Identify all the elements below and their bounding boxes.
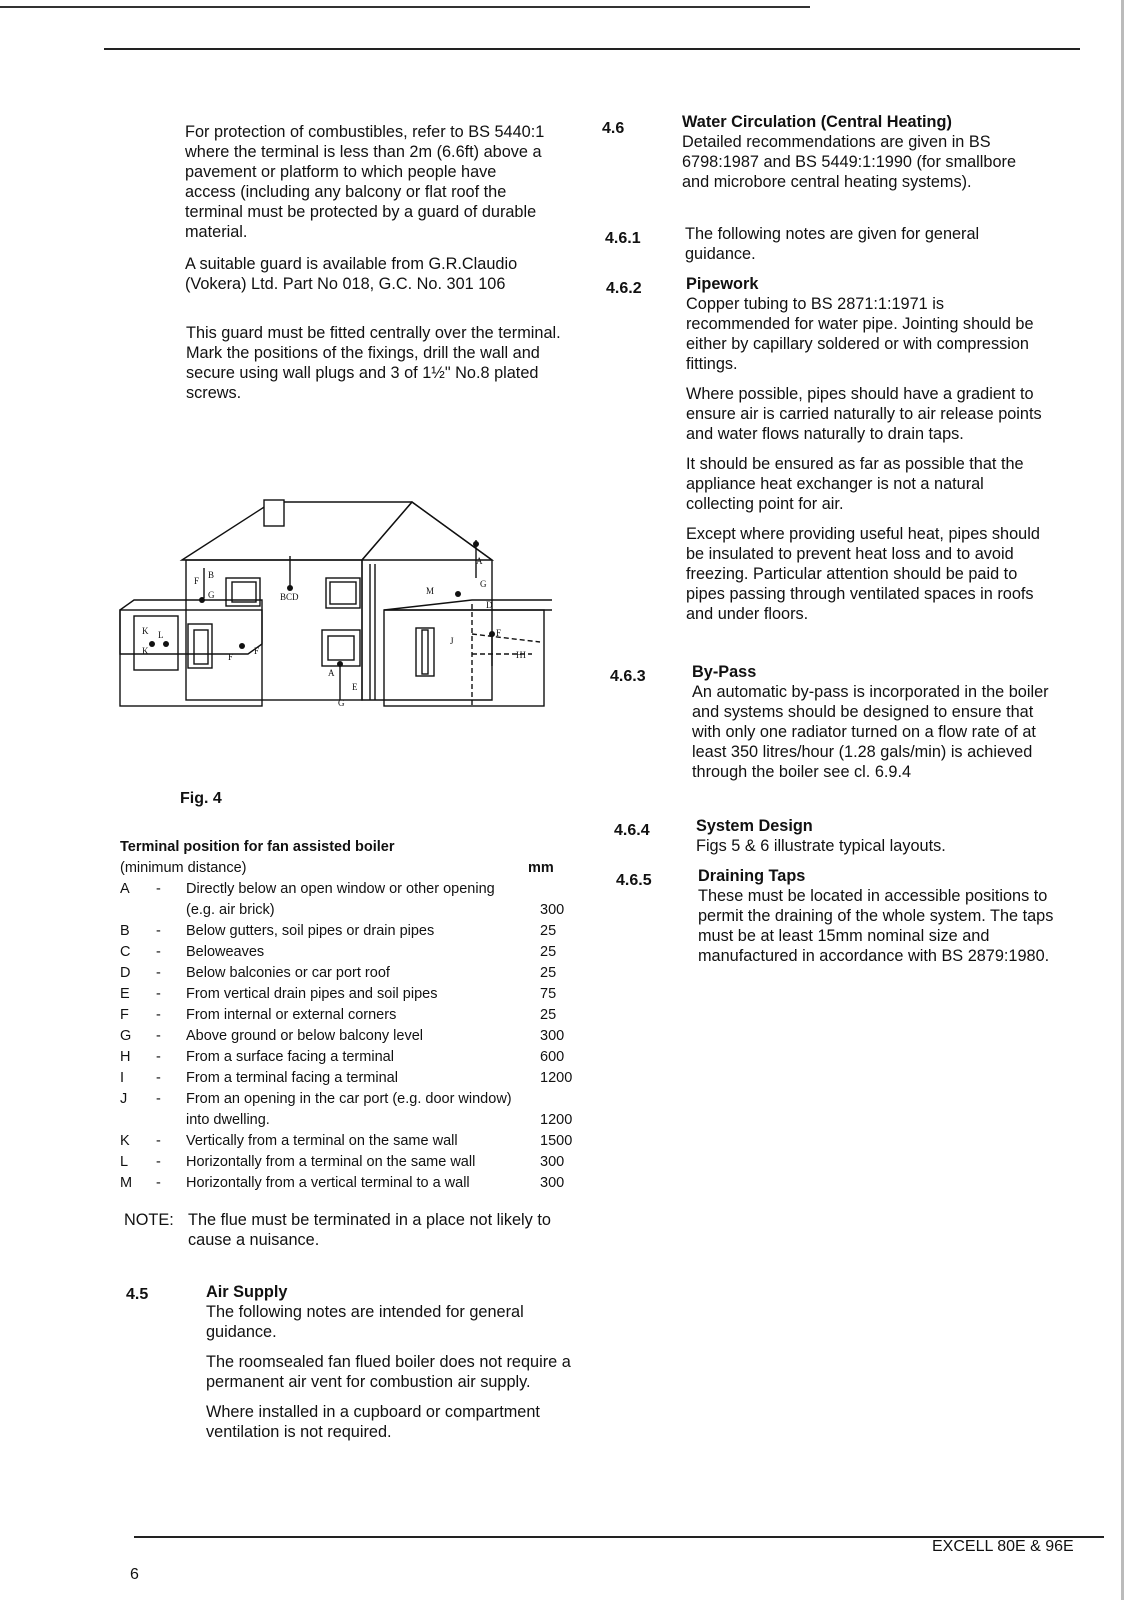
- table-row: [120, 921, 580, 942]
- row-description: Horizontally from a terminal on the same wall: [186, 1154, 476, 1170]
- diagram-label-g1: G: [208, 590, 215, 600]
- diagram-label-k1: K: [142, 626, 149, 636]
- section-4-6-5-text: These must be located in accessible positions to permit the draining of the whole system. The taps must be at least 15mm nominal size and manufactured in accordance with BS 2879:1980.: [698, 887, 1054, 965]
- diagram-label-g2: G: [480, 579, 487, 589]
- row-letter: D: [120, 965, 131, 981]
- table-row: [120, 1026, 580, 1047]
- section-4-6-4: [696, 816, 1016, 856]
- section-4-6-2-title: Pipework: [686, 275, 759, 293]
- row-description: Below balconies or car port roof: [186, 965, 390, 981]
- diagram-label-g3: G: [338, 698, 345, 708]
- row-description: Above ground or below balcony level: [186, 1028, 423, 1044]
- row-value: 1200: [540, 1112, 573, 1128]
- table-row: [120, 1068, 580, 1089]
- section-4-5: [206, 1282, 582, 1442]
- table-row: [120, 1131, 580, 1152]
- diagram-label-f1: F: [194, 576, 200, 586]
- row-dash: -: [156, 1049, 161, 1065]
- table-row: [120, 1173, 580, 1194]
- row-dash: -: [156, 1028, 161, 1044]
- section-4-6-1-number: 4.6.1: [605, 230, 641, 247]
- house-diagram: [112, 494, 552, 714]
- row-letter: L: [120, 1154, 129, 1170]
- diagram-label-a2: A: [328, 668, 335, 678]
- diagram-label-m: M: [426, 586, 435, 596]
- figure-caption: Fig. 4: [180, 790, 222, 807]
- row-dash: -: [156, 986, 161, 1002]
- table-title: Terminal position for fan assisted boiler: [120, 839, 395, 855]
- row-letter: M: [120, 1175, 133, 1191]
- diagram-label-b: B: [208, 570, 215, 580]
- row-dash: -: [156, 1175, 161, 1191]
- row-dash: -: [156, 944, 161, 960]
- row-value: 1500: [540, 1133, 573, 1149]
- row-dash: -: [156, 965, 161, 981]
- section-4-5-number: 4.5: [126, 1286, 149, 1303]
- row-letter: B: [120, 923, 130, 939]
- row-dash: -: [156, 923, 161, 939]
- section-4-6-3-number: 4.6.3: [610, 668, 646, 685]
- row-description: From an opening in the car port (e.g. door window) into dwelling.: [186, 1091, 512, 1128]
- table-row: [120, 1089, 580, 1131]
- row-value: 300: [540, 1154, 565, 1170]
- section-4-6-1-text: The following notes are given for general guidance.: [685, 225, 980, 263]
- row-value: 300: [540, 1175, 565, 1191]
- table-subtitle: (minimum distance): [120, 860, 247, 876]
- section-4-5-p1: The following notes are intended for general guidance.: [206, 1303, 524, 1341]
- section-4-6-5-title: Draining Taps: [698, 867, 806, 885]
- row-dash: -: [156, 1154, 161, 1170]
- row-description: From internal or external corners: [186, 1007, 397, 1023]
- diagram-label-f4: F: [254, 646, 260, 656]
- row-dash: -: [156, 881, 161, 897]
- row-letter: G: [120, 1028, 132, 1044]
- row-letter: F: [120, 1007, 129, 1023]
- terminal-position-table: [120, 837, 580, 1194]
- row-description: Directly below an open window or other opening (e.g. air brick): [186, 881, 495, 918]
- section-4-6-2-p3: It should be ensured as far as possible that the appliance heat exchanger is not a natural collecting point for air.: [686, 455, 1024, 513]
- row-value: 300: [540, 902, 565, 918]
- section-4-6-4-text: Figs 5 & 6 illustrate typical layouts.: [696, 837, 946, 855]
- row-dash: -: [156, 1070, 161, 1086]
- diagram-label-d: D: [486, 600, 493, 610]
- row-letter: K: [120, 1133, 130, 1149]
- diagram-label-e: E: [352, 682, 358, 692]
- table-row: [120, 963, 580, 984]
- section-4-6-3: [692, 662, 1062, 782]
- diagram-label-l: L: [158, 630, 164, 640]
- diagram-label-j: J: [450, 636, 454, 646]
- guard-fitting-paragraph: This guard must be fitted centrally over the terminal. Mark the positions of the fixings, drill the wall and secure using wall plugs and 3 of 1½" No.8 plated screws.: [186, 324, 561, 402]
- row-description: Below gutters, soil pipes or drain pipes: [186, 923, 435, 939]
- section-4-6-5: [698, 866, 1058, 966]
- row-value: 25: [540, 1007, 557, 1023]
- row-letter: J: [120, 1091, 128, 1107]
- row-letter: I: [120, 1070, 125, 1086]
- row-letter: A: [120, 881, 130, 897]
- row-value: 25: [540, 923, 557, 939]
- row-value: 300: [540, 1028, 565, 1044]
- row-letter: E: [120, 986, 130, 1002]
- section-4-6-text: Detailed recommendations are given in BS 6798:1987 and BS 5449:1:1990 (for smallbore and microbore central heating systems).: [682, 133, 1017, 191]
- table-unit: mm: [528, 860, 554, 876]
- row-letter: H: [120, 1049, 131, 1065]
- section-4-5-p3: Where installed in a cupboard or compartment ventilation is not required.: [206, 1403, 540, 1441]
- row-dash: -: [156, 1007, 161, 1023]
- table-row: [120, 879, 580, 921]
- section-4-6-5-number: 4.6.5: [616, 872, 652, 889]
- section-4-6-4-title: System Design: [696, 817, 813, 835]
- section-4-6-2-p1: Copper tubing to BS 2871:1:1971 is recommended for water pipe. Jointing should be either by capillary soldered or with compression fittings.: [686, 295, 1034, 373]
- section-4-6-2-number: 4.6.2: [606, 280, 642, 297]
- note-label: NOTE:: [124, 1211, 174, 1229]
- section-4-6-title: Water Circulation (Central Heating): [682, 113, 952, 131]
- diagram-label-a: A: [476, 556, 483, 566]
- row-description: From a terminal facing a terminal: [186, 1070, 398, 1086]
- row-description: Beloweaves: [186, 944, 265, 960]
- section-4-6: [682, 112, 1022, 192]
- scan-edge: [1121, 0, 1124, 1600]
- footer-model: EXCELL 80E & 96E: [932, 1538, 1074, 1555]
- row-value: 600: [540, 1049, 565, 1065]
- section-4-6-number: 4.6: [602, 120, 625, 137]
- section-4-5-p2: The roomsealed fan flued boiler does not require a permanent air vent for combustion air supply.: [206, 1353, 571, 1391]
- table-row: [120, 1047, 580, 1068]
- note-block: [124, 1210, 584, 1250]
- section-4-6-3-title: By-Pass: [692, 663, 757, 681]
- diagram-label-f2: F: [496, 628, 502, 638]
- row-value: 25: [540, 944, 557, 960]
- row-value: 75: [540, 986, 557, 1002]
- table-row: [120, 1005, 580, 1026]
- guard-availability-paragraph: A suitable guard is available from G.R.Claudio (Vokera) Ltd. Part No 018, G.C. No. 301 106: [185, 255, 518, 293]
- section-4-5-title: Air Supply: [206, 1283, 288, 1301]
- table-row: [120, 984, 580, 1005]
- note-text: The flue must be terminated in a place not likely to cause a nuisance.: [188, 1211, 551, 1249]
- section-4-6-2-p2: Where possible, pipes should have a gradient to ensure air is carried naturally to air release points and water flows naturally to drain taps.: [686, 385, 1042, 443]
- row-value: 1200: [540, 1070, 573, 1086]
- section-4-6-2-p4: Except where providing useful heat, pipes should be insulated to prevent heat loss and to avoid freezing. Particular attention should be paid to pipes passing through ventilated spaces in roofs and under floors.: [686, 525, 1040, 623]
- row-dash: -: [156, 1091, 161, 1107]
- diagram-label-f3: F: [228, 652, 234, 662]
- row-description: Vertically from a terminal on the same wall: [186, 1133, 458, 1149]
- header-rule: [104, 48, 1080, 50]
- row-letter: C: [120, 944, 131, 960]
- row-description: From vertical drain pipes and soil pipes: [186, 986, 438, 1002]
- section-4-6-3-text: An automatic by-pass is incorporated in the boiler and systems should be designed to ensure that with only one radiator turned on a flow rate of at least 350 litres/hour (1.28 gals/min) is achieved through the boiler see cl. 6.9.4: [692, 683, 1049, 781]
- row-value: 25: [540, 965, 557, 981]
- page-number: 6: [130, 1566, 139, 1583]
- combustibles-paragraph: For protection of combustibles, refer to BS 5440:1 where the terminal is less than 2m (6.6ft) above a pavement or platform to which people have access (including any balcony or flat roof the terminal must be protected by a guard of durable material.: [185, 123, 545, 241]
- row-description: Horizontally from a vertical terminal to a wall: [186, 1175, 470, 1191]
- row-dash: -: [156, 1133, 161, 1149]
- table-row: [120, 942, 580, 963]
- diagram-label-h: H: [516, 650, 523, 660]
- section-4-6-2: [686, 274, 1048, 624]
- diagram-label-i: I: [523, 650, 526, 660]
- diagram-label-k2: K: [142, 646, 149, 656]
- row-description: From a surface facing a terminal: [186, 1049, 394, 1065]
- scan-top-line: [0, 6, 810, 8]
- section-4-6-4-number: 4.6.4: [614, 822, 650, 839]
- diagram-label-bcd: BCD: [280, 592, 299, 602]
- table-row: [120, 1152, 580, 1173]
